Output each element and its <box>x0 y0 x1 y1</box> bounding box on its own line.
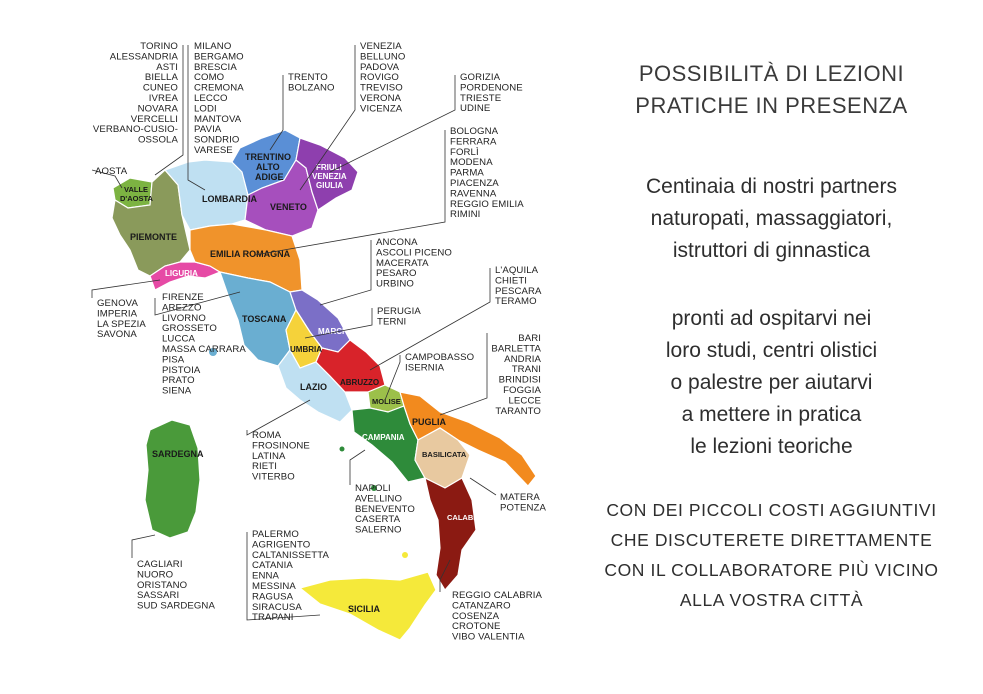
city-label-puglia: FOGGIA <box>503 385 541 396</box>
city-label-lombardia: COMO <box>194 72 225 84</box>
region-label-giulia: GIULIA <box>316 181 344 190</box>
city-label-toscana: PRATO <box>162 375 195 387</box>
region-label-piemonte: PIEMONTE <box>130 232 178 242</box>
region-label-basilicata: BASILICATA <box>422 450 467 459</box>
city-label-calabria: VIBO VALENTIA <box>452 631 525 643</box>
city-label-friuli: PORDENONE <box>460 82 523 94</box>
city-label-lombardia: VARESE <box>194 145 233 156</box>
city-label-sardegna: SASSARI <box>137 590 180 602</box>
city-label-sicilia: CATANIA <box>252 560 293 572</box>
city-label-lombardia: LODI <box>194 103 217 115</box>
city-label-trentino: BOLZANO <box>288 82 335 94</box>
region-label-venezia: VENEZIA <box>312 172 347 181</box>
city-label-lombardia: MILANO <box>194 41 232 52</box>
city-label-campania: NAPOLI <box>355 483 391 494</box>
city-label-calabria: CATANZARO <box>452 600 511 612</box>
region-label-veneto: VENETO <box>270 202 307 212</box>
city-label-piemonte: IVREA <box>148 93 178 104</box>
region-label-abruzzo: ABRUZZO <box>340 378 380 387</box>
city-label-friuli: TRIESTE <box>460 92 502 104</box>
city-label-lombardia: BERGAMO <box>194 51 244 63</box>
region-label-calabria: CALABRIA <box>447 513 487 522</box>
region-label-campania: CAMPANIA <box>362 433 405 442</box>
text-line: CHE DISCUTERETE DIRETTAMENTE <box>610 530 933 550</box>
text-line: pronti ad ospitarvi nei <box>671 307 872 330</box>
city-label-toscana: FIRENZE <box>162 292 204 303</box>
city-label-liguria: GENOVA <box>97 298 138 309</box>
panel-title <box>560 58 983 122</box>
city-label-toscana: PISA <box>162 354 185 366</box>
city-label-puglia: TRANI <box>511 364 541 376</box>
city-label-molise: CAMPOBASSO <box>405 352 475 363</box>
region-label-sardegna: SARDEGNA <box>152 449 204 459</box>
region-label-valle-daosta-2: D'AOSTA <box>120 194 153 203</box>
city-label-emilia: FORLÌ <box>450 146 479 158</box>
text-line: istruttori di ginnastica <box>672 239 871 262</box>
city-label-sicilia: TRAPANI <box>252 612 294 624</box>
city-label-lombardia: LECCO <box>194 93 228 104</box>
region-label-marche: MARCHE <box>318 327 354 336</box>
city-label-sicilia: MESSINA <box>252 581 296 592</box>
city-label-veneto: VENEZIA <box>360 41 402 52</box>
city-label-sicilia: PALERMO <box>252 529 299 540</box>
city-label-puglia: BARI <box>518 333 541 344</box>
city-label-veneto: ROVIGO <box>360 72 399 84</box>
city-label-marche: PESARO <box>376 268 417 280</box>
city-label-piemonte: TORINO <box>140 41 178 52</box>
city-label-sardegna: ORISTANO <box>137 579 188 591</box>
title-line: PRATICHE IN PRESENZA <box>635 93 908 118</box>
city-label-toscana: MASSA CARRARA <box>162 344 246 355</box>
region-sardegna <box>145 420 200 538</box>
region-label-emilia-romagna: EMILIA ROMAGNA <box>210 249 291 259</box>
city-label-lazio: RIETI <box>252 461 278 473</box>
city-label-piemonte: BIELLA <box>144 72 178 84</box>
city-label-sicilia: ENNA <box>252 570 280 582</box>
text-line: ALLA VOSTRA CITTÀ <box>679 590 864 610</box>
city-label-veneto: BELLUNO <box>360 51 406 63</box>
text-line: o palestre per aiutarvi <box>670 371 873 394</box>
city-label-emilia: REGGIO EMILIA <box>450 198 524 210</box>
city-label-sardegna: NUORO <box>137 569 174 581</box>
city-label-piemonte: ALESSANDRIA <box>109 51 178 63</box>
region-label-lazio: LAZIO <box>300 382 327 392</box>
city-label-piemonte: NOVARA <box>137 103 178 115</box>
city-label-veneto: VERONA <box>360 93 402 104</box>
city-label-puglia: TARANTO <box>495 405 541 417</box>
region-label-alto: ALTO <box>256 162 280 172</box>
city-label-toscana: LUCCA <box>162 333 196 345</box>
region-label-toscana: TOSCANA <box>242 314 287 324</box>
city-label-basilicata: MATERA <box>500 492 540 503</box>
city-label-emilia: RIMINI <box>450 209 481 221</box>
city-label-piemonte: CUNEO <box>142 82 178 94</box>
text-line: CON DEI PICCOLI COSTI AGGIUNTIVI <box>606 500 937 520</box>
city-label-veneto: TREVISO <box>360 82 403 94</box>
text-line: le lezioni teoriche <box>690 435 853 458</box>
hosting-paragraph <box>560 303 983 463</box>
city-label-abruzzo: PESCARA <box>495 285 542 297</box>
city-label-liguria: LA SPEZIA <box>97 318 146 330</box>
city-label-campania: SALERNO <box>355 524 402 536</box>
city-label-puglia: LECCE <box>508 395 541 407</box>
city-label-emilia: PIACENZA <box>450 178 499 189</box>
city-label-veneto: VICENZA <box>360 103 403 115</box>
city-label-lombardia: BRESCIA <box>194 61 237 73</box>
city-label-lazio: FROSINONE <box>252 440 310 452</box>
info-panel <box>560 0 983 694</box>
city-label-lombardia: CREMONA <box>194 82 244 94</box>
text-line: CON IL COLLABORATORE PIÙ VICINO <box>604 560 939 580</box>
text-line: Centinaia di nostri partners <box>646 175 897 198</box>
city-label-calabria: CROTONE <box>452 621 501 633</box>
region-label-puglia: PUGLIA <box>412 417 447 427</box>
island-ischia <box>340 447 345 452</box>
region-calabria <box>425 478 476 590</box>
city-label-abruzzo: L'AQUILA <box>495 265 539 276</box>
city-label-emilia: FERRARA <box>450 136 497 148</box>
city-label-molise: ISERNIA <box>405 362 445 374</box>
city-label-toscana: AREZZO <box>162 302 202 314</box>
city-label-friuli: UDINE <box>460 103 491 115</box>
city-label-liguria: SAVONA <box>97 329 137 341</box>
city-label-umbria: TERNI <box>377 316 407 328</box>
region-label-umbria: UMBRIA <box>290 345 322 354</box>
region-label-friuli: FRIULI <box>316 163 342 172</box>
city-label-aosta: AOSTA <box>95 166 128 177</box>
region-label-liguria: LIGURIA <box>165 269 198 278</box>
costs-paragraph <box>560 495 983 615</box>
city-label-abruzzo: CHIETI <box>495 275 528 287</box>
city-label-piemonte: VERCELLI <box>130 113 178 125</box>
city-label-sicilia: AGRIGENTO <box>252 539 311 551</box>
city-label-lazio: LATINA <box>252 450 286 462</box>
title-line: POSSIBILITÀ DI LEZIONI <box>638 61 905 86</box>
city-label-marche: ANCONA <box>376 237 418 248</box>
city-label-campania: BENEVENTO <box>355 503 415 515</box>
city-label-trentino: TRENTO <box>288 72 328 83</box>
city-label-basilicata: POTENZA <box>500 502 547 514</box>
region-label-molise: MOLISE <box>372 397 401 406</box>
city-label-lazio: VITERBO <box>252 471 295 483</box>
region-label-lombardia: LOMBARDIA <box>202 194 257 204</box>
city-label-campania: CASERTA <box>355 514 401 526</box>
city-label-toscana: GROSSETO <box>162 323 217 335</box>
region-label-trentino: TRENTINO <box>245 152 291 162</box>
city-label-piemonte: OSSOLA <box>137 134 178 146</box>
partners-paragraph <box>560 171 983 267</box>
city-label-puglia: BRINDISI <box>498 374 541 386</box>
city-label-friuli: GORIZIA <box>460 72 501 83</box>
city-label-marche: ASCOLI PICENO <box>376 247 452 259</box>
city-label-emilia: RAVENNA <box>450 188 497 200</box>
city-label-sicilia: SIRACUSA <box>252 601 302 613</box>
text-line: loro studi, centri olistici <box>665 339 878 362</box>
city-label-marche: URBINO <box>376 278 414 290</box>
city-label-lazio: ROMA <box>252 430 282 441</box>
city-label-sicilia: CALTANISSETTA <box>252 549 329 561</box>
region-label-sicilia: SICILIA <box>348 604 381 614</box>
city-label-umbria: PERUGIA <box>377 306 421 317</box>
city-label-emilia: MODENA <box>450 157 493 169</box>
city-label-emilia: PARMA <box>450 167 484 179</box>
city-label-sicilia: RAGUSA <box>252 591 294 603</box>
city-label-toscana: LIVORNO <box>162 312 206 324</box>
city-label-veneto: PADOVA <box>360 61 400 73</box>
city-label-abruzzo: TERAMO <box>495 296 537 308</box>
city-label-sardegna: CAGLIARI <box>137 559 183 570</box>
city-label-piemonte: ASTI <box>156 61 178 73</box>
region-label-valle-daosta: VALLE <box>124 185 149 194</box>
city-label-emilia: BOLOGNA <box>450 126 499 137</box>
city-label-calabria: COSENZA <box>452 610 500 622</box>
city-label-puglia: BARLETTA <box>491 343 541 355</box>
city-label-lombardia: MANTOVA <box>194 113 242 125</box>
city-label-lombardia: SONDRIO <box>194 134 240 146</box>
city-label-lombardia: PAVIA <box>194 124 222 136</box>
city-label-marche: MACERATA <box>376 257 429 269</box>
text-line: naturopati, massaggiatori, <box>650 207 893 230</box>
region-label-adige: ADIGE <box>255 172 284 182</box>
city-label-piemonte: VERBANO-CUSIO- <box>92 124 178 136</box>
city-label-campania: AVELLINO <box>355 493 403 505</box>
city-label-calabria: REGGIO CALABRIA <box>452 590 542 601</box>
city-label-puglia: ANDRIA <box>504 353 541 365</box>
city-label-sardegna: SUD SARDEGNA <box>137 600 215 612</box>
city-label-liguria: IMPERIA <box>97 308 138 320</box>
city-label-toscana: SIENA <box>162 385 192 397</box>
text-line: a mettere in pratica <box>681 403 862 426</box>
island-lipari <box>402 552 408 558</box>
city-label-toscana: PISTOIA <box>162 364 201 376</box>
